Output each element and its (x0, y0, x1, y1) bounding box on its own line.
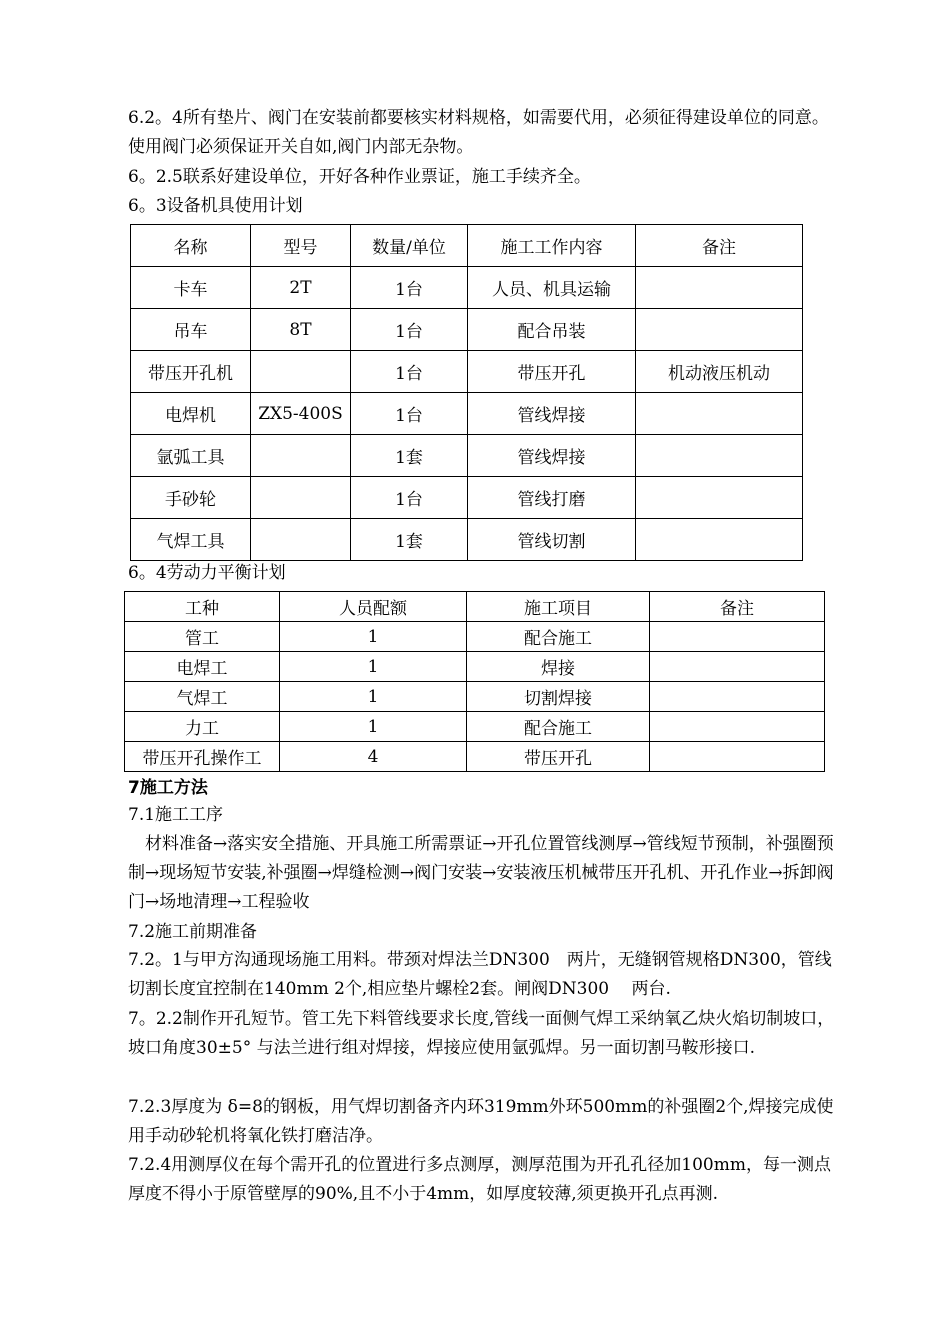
table-row (125, 652, 825, 682)
table-cell (636, 393, 803, 435)
table-row (131, 309, 803, 351)
table-header-row (125, 592, 825, 622)
table-cell: 1套 (351, 435, 468, 477)
table-row (131, 519, 803, 561)
table-cell (251, 435, 351, 477)
heading-6-4: 6。4劳动力平衡计划 (128, 563, 286, 583)
table-cell: 气焊工 (125, 682, 280, 712)
table-cell (251, 477, 351, 519)
header-cell: 数量/单位 (351, 225, 468, 267)
table-row (131, 477, 803, 519)
table-cell: 卡车 (131, 267, 251, 309)
heading-7-1: 7.1施工工序 (128, 805, 224, 825)
table-cell: 气焊工具 (131, 519, 251, 561)
table-cell (650, 742, 825, 772)
table-row (125, 682, 825, 712)
table-row (131, 267, 803, 309)
paragraph-7-2-1: 7.2。1与甲方沟通现场施工用料。带颈对焊法兰DN300 两片，无缝钢管规格DN300，管线切割长度宜控制在140mm 2个,相应垫片螺栓2套。闸阀DN300 两台. (128, 950, 832, 999)
header-cell: 施工项目 (467, 592, 650, 622)
table-row (131, 351, 803, 393)
table-row (125, 622, 825, 652)
table-cell: 管工 (125, 622, 280, 652)
table-cell (636, 267, 803, 309)
paragraph-6-2-4: 6.2。4所有垫片、阀门在安装前都要核实材料规格，如需要代用，必须征得建设单位的同意。使用阀门必须保证开关自如,阀门内部无杂物。 (128, 108, 829, 157)
table-cell: 电焊机 (131, 393, 251, 435)
table-cell: 氩弧工具 (131, 435, 251, 477)
table-cell: 1台 (351, 477, 468, 519)
header-cell: 名称 (131, 225, 251, 267)
table-cell: 配合施工 (467, 712, 650, 742)
table-cell: 配合吊装 (468, 309, 636, 351)
table-row (125, 712, 825, 742)
header-cell: 工种 (125, 592, 280, 622)
paragraph-6-2-5: 6。2.5联系好建设单位，开好各种作业票证，施工手续齐全。 (128, 167, 591, 187)
table-cell: 1台 (351, 309, 468, 351)
table-cell: 人员、机具运输 (468, 267, 636, 309)
table-cell: 8T (251, 309, 351, 351)
table-cell: 焊接 (467, 652, 650, 682)
table-cell (636, 309, 803, 351)
table-cell: 带压开孔 (467, 742, 650, 772)
paragraph-7-2-4: 7.2.4用测厚仪在每个需开孔的位置进行多点测厚，测厚范围为开孔孔径加100mm，每一测点厚度不得小于原管壁厚的90%,且不小于4mm，如厚度较薄,须更换开孔点再测. (128, 1155, 831, 1204)
table-cell: 力工 (125, 712, 280, 742)
table-cell: 1 (280, 622, 467, 652)
table-cell: 1台 (351, 267, 468, 309)
paragraph-7-1: 材料准备→落实安全措施、开具施工所需票证→开孔位置管线测厚→管线短节预制，补强圈预制→现场短节安装,补强圈→焊缝检测→阀门安装→安装液压机械带压开孔机、开孔作业→拆卸阀门→场地清理→工程验收 (128, 834, 834, 912)
table-cell: ZX5-400S (251, 393, 351, 435)
heading-7: 7施工方法 (128, 778, 208, 798)
table-cell: 配合施工 (467, 622, 650, 652)
header-cell: 型号 (251, 225, 351, 267)
heading-7-2: 7.2施工前期准备 (128, 922, 258, 942)
table-cell: 管线打磨 (468, 477, 636, 519)
table-cell: 1 (280, 712, 467, 742)
table-cell (650, 712, 825, 742)
table-cell: 1台 (351, 393, 468, 435)
header-cell: 人员配额 (280, 592, 467, 622)
table-cell: 1套 (351, 519, 468, 561)
header-cell: 备注 (636, 225, 803, 267)
table-header-row (131, 225, 803, 267)
table-cell (251, 519, 351, 561)
paragraph-7-2-2: 7。2.2制作开孔短节。管工先下料管线要求长度,管线一面侧气焊工采纳氧乙炔火焰切制坡口，坡口角度30±5° 与法兰进行组对焊接，焊接应使用氩弧焊。另一面切割马鞍形接口. (128, 1009, 835, 1058)
table-cell: 管线焊接 (468, 435, 636, 477)
table-cell: 1 (280, 682, 467, 712)
paragraph-7-2-3: 7.2.3厚度为 δ=8的钢板，用气焊切割备齐内环319mm外环500mm的补强圈2个,焊接完成使用手动砂轮机将氧化铁打磨洁净。 (128, 1097, 834, 1146)
table-row (131, 393, 803, 435)
table-cell (636, 519, 803, 561)
table-cell (251, 351, 351, 393)
table-cell: 管线焊接 (468, 393, 636, 435)
table-cell: 1 (280, 652, 467, 682)
table-cell: 吊车 (131, 309, 251, 351)
table-cell: 手砂轮 (131, 477, 251, 519)
table-cell (636, 435, 803, 477)
table-cell (636, 477, 803, 519)
labor-table (124, 591, 825, 772)
table-cell: 带压开孔操作工 (125, 742, 280, 772)
table-cell: 2T (251, 267, 351, 309)
equipment-table (130, 224, 803, 561)
table-cell: 4 (280, 742, 467, 772)
table-cell: 电焊工 (125, 652, 280, 682)
table-cell: 1台 (351, 351, 468, 393)
table-cell: 带压开孔 (468, 351, 636, 393)
heading-6-3: 6。3设备机具使用计划 (128, 196, 303, 216)
table-cell (650, 652, 825, 682)
table-row (125, 742, 825, 772)
table-cell (650, 682, 825, 712)
table-cell: 带压开孔机 (131, 351, 251, 393)
header-cell: 施工工作内容 (468, 225, 636, 267)
header-cell: 备注 (650, 592, 825, 622)
table-cell: 管线切割 (468, 519, 636, 561)
table-cell (650, 622, 825, 652)
table-cell: 切割焊接 (467, 682, 650, 712)
table-row (131, 435, 803, 477)
table-cell: 机动液压机动 (636, 351, 803, 393)
